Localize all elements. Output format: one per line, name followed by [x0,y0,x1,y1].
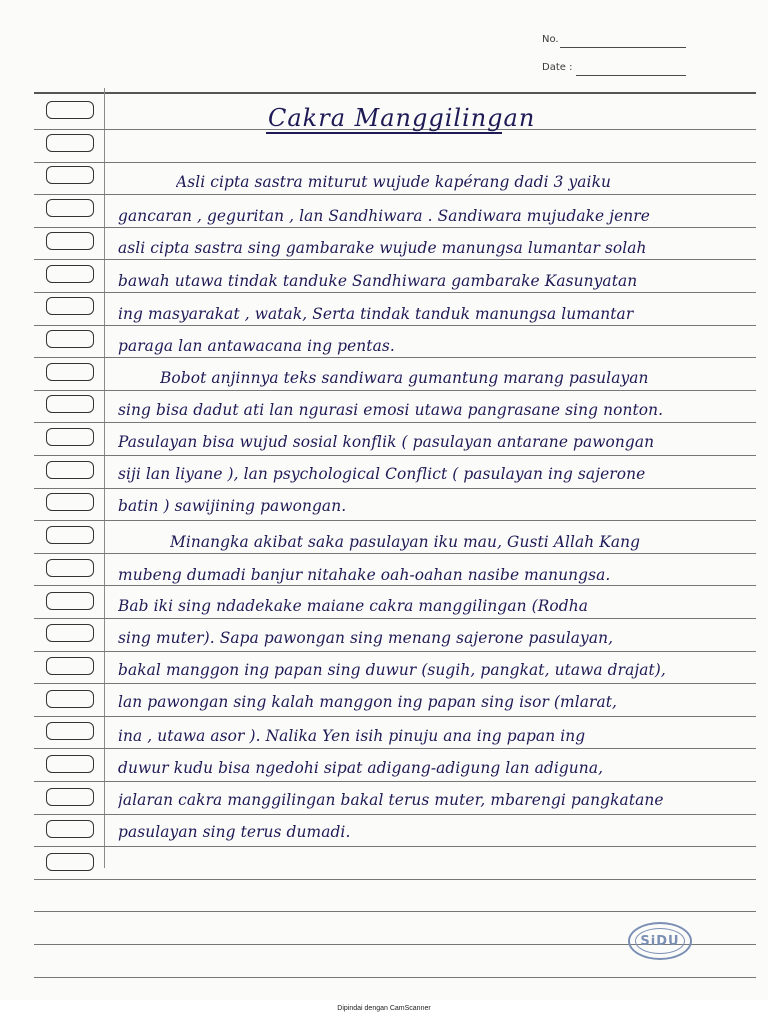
text-line: siji lan liyane ), lan psychological Conflict ( pasulayan ing sajerone [118,465,646,483]
ruled-line [34,357,756,358]
text-line: batin ) sawijining pawongan. [118,497,347,515]
margin-line [104,88,105,868]
ruled-line [34,292,756,293]
text-line: asli cipta sastra sing gambarake wujude manungsa lumantar solah [118,239,647,257]
ruled-line [34,716,756,717]
binder-ring [46,330,94,348]
date-label: Date : [542,62,573,73]
ruled-line [34,520,756,521]
text-line: bawah utawa tindak tanduke Sandhiwara gambarake Kasunyatan [118,272,638,290]
text-line: sing bisa dadut ati lan ngurasi emosi utawa pangrasane sing nonton. [118,401,664,419]
binder-ring [46,101,94,119]
ruled-line [34,488,756,489]
binder-ring [46,199,94,217]
ruled-line [34,227,756,228]
title-underline [266,132,502,134]
text-line: ing masyarakat , watak, Serta tindak tanduk manungsa lumantar [118,305,634,323]
text-line: Asli cipta sastra miturut wujude kapérang dadi 3 yaiku [176,173,612,191]
ruled-line [34,814,756,815]
binder-ring [46,297,94,315]
text-line: mubeng dumadi banjur nitahake oah-oahan nasibe manungsa. [118,566,611,584]
ruled-line [34,879,756,880]
ruled-line [34,390,756,391]
ruled-line [34,781,756,782]
ruled-line [34,325,756,326]
binder-ring [46,526,94,544]
no-label: No. [542,34,559,45]
text-line: pasulayan sing terus dumadi. [118,823,351,841]
binder-ring [46,493,94,511]
text-line: bakal manggon ing papan sing duwur (sugih, pangkat, utawa drajat), [118,661,666,679]
text-line: Bobot anjinnya teks sandiwara gumantung marang pasulayan [160,369,649,387]
brand-stamp-text: SiDU [635,928,685,954]
text-line: ina , utawa asor ). Nalika Yen isih pinuju ana ing papan ing [118,727,586,745]
binder-ring [46,788,94,806]
ruled-line [34,422,756,423]
ruled-line [34,162,756,163]
binder-ring [46,166,94,184]
text-line: paraga lan antawacana ing pentas. [118,337,395,355]
text-line: Pasulayan bisa wujud sosial konflik ( pasulayan antarane pawongan [118,433,655,451]
text-line: gancaran , geguritan , lan Sandhiwara . Sandiwara mujudake jenre [118,207,650,225]
binder-ring [46,559,94,577]
binder-ring [46,690,94,708]
ruled-line [34,977,756,978]
ruled-line [34,585,756,586]
binder-ring [46,755,94,773]
text-line: sing muter). Sapa pawongan sing menang sajerone pasulayan, [118,629,614,647]
ruled-line [34,194,756,195]
binder-ring [46,722,94,740]
binder-ring [46,134,94,152]
date-line [576,75,686,76]
binder-ring [46,592,94,610]
ruled-line [34,748,756,749]
binder-ring [46,624,94,642]
ruled-line [34,553,756,554]
binder-ring [46,265,94,283]
binder-ring [46,657,94,675]
text-line: Minangka akibat saka pasulayan iku mau, Gusti Allah Kang [170,533,641,551]
binder-ring [46,395,94,413]
ruled-line [34,259,756,260]
ruled-line [34,455,756,456]
page-title: Cakra Manggilingan [268,104,536,132]
top-rule [34,92,756,94]
text-line: lan pawongan sing kalah manggon ing papan sing isor (mlarat, [118,693,618,711]
scanner-footer: Dipindai dengan CamScanner [337,1005,431,1012]
binder-ring [46,363,94,381]
binder-ring [46,428,94,446]
brand-stamp [628,922,692,960]
binder-ring [46,820,94,838]
binder-ring [46,232,94,250]
ruled-line [34,683,756,684]
ruled-line [34,846,756,847]
text-line: Bab iki sing ndadekake maiane cakra manggilingan (Rodha [118,597,589,615]
binder-ring [46,853,94,871]
text-line: duwur kudu bisa ngedohi sipat adigang-adigung lan adiguna, [118,759,604,777]
ruled-line [34,911,756,912]
ruled-line [34,618,756,619]
binder-ring [46,461,94,479]
no-line [560,47,686,48]
text-line: jalaran cakra manggilingan bakal terus muter, mbarengi pangkatane [118,791,664,809]
ruled-line [34,651,756,652]
